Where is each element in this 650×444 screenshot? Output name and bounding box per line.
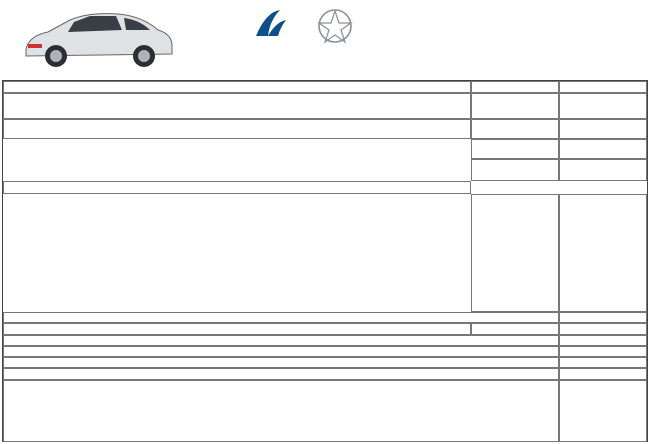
col-installment (3, 81, 471, 93)
notes-block (3, 380, 559, 442)
col-terms (559, 81, 647, 93)
row-delivery-label (559, 368, 647, 380)
car-image (18, 2, 178, 74)
price-table (2, 80, 648, 442)
delivery-value (3, 368, 559, 380)
discount-cash (471, 119, 559, 139)
row-notes-label (559, 380, 647, 442)
row-prepay-label (559, 159, 647, 181)
header (0, 0, 650, 80)
price-installment (3, 93, 471, 119)
jac-logo (312, 8, 358, 58)
cheque-title (3, 181, 471, 194)
row-year-label (559, 312, 647, 323)
row-install-label (559, 194, 647, 312)
year-value (3, 312, 559, 323)
partner-value (3, 335, 559, 346)
status-cash (471, 323, 559, 335)
discount-installment (3, 119, 471, 139)
header-info (444, 2, 644, 23)
prepay-cash (471, 159, 559, 181)
model-line (444, 2, 644, 13)
installment-grid (3, 194, 471, 312)
kerman-motor-logo (236, 6, 302, 54)
col-cash (471, 81, 559, 93)
delay-value (3, 357, 559, 368)
price-cash (471, 93, 559, 119)
row-discount-label (559, 119, 647, 139)
row-cancel-label (559, 346, 647, 357)
row-delay-label (559, 357, 647, 368)
row-status-label (559, 323, 647, 335)
stage-cash (471, 139, 559, 159)
row-stages-label (559, 139, 647, 159)
cancel-value (3, 346, 559, 357)
row-price-label (559, 93, 647, 119)
row-partner-label (559, 335, 647, 346)
install-cash (471, 194, 559, 312)
status-installment (3, 323, 471, 335)
